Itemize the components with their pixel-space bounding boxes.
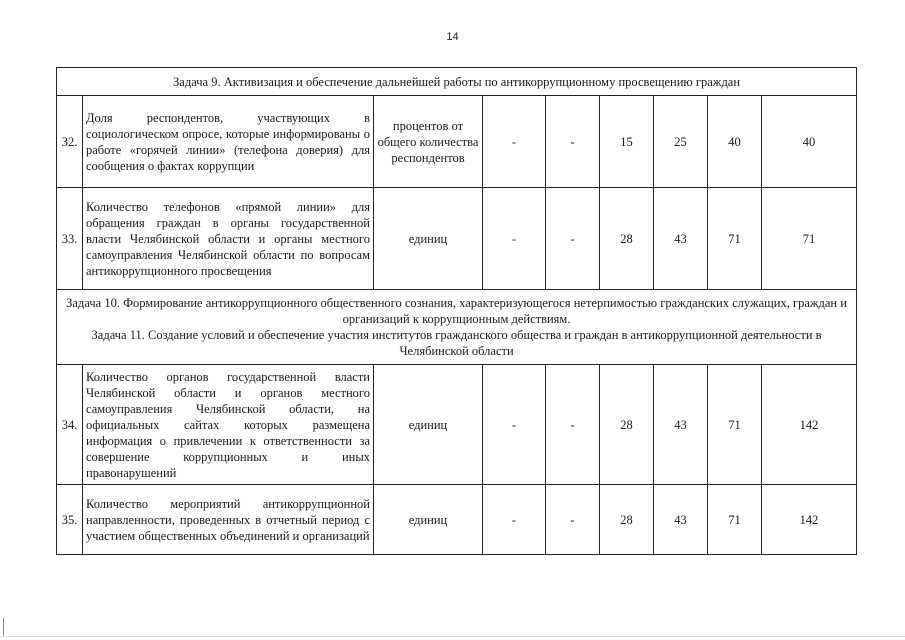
indicator-cell: Количество телефонов «прямой линии» для обращения граждан в органы государственной власти Челябинской области и органы местного самоуправления Челябинской области по вопросам антикоррупционного просвещения [83,188,374,290]
unit-cell: единиц [374,485,483,555]
row-number: 33. [57,188,83,290]
scan-bottom-edge [0,636,905,637]
indicator-cell: Доля респондентов, участвующих в социологическом опросе, которые информированы о работе «горячей линии» (телефона доверия) для сообщения о фактах коррупции [83,96,374,188]
row-number: 32. [57,96,83,188]
value-cell: - [546,96,600,188]
value-cell: 15 [600,96,654,188]
value-cell: 71 [762,188,857,290]
task-10-heading: Задача 10. Формирование антикоррупционного общественного сознания, характеризующегося нетерпимостью гражданских служащих, граждан и организаций к коррупционным действиям. [66,296,847,326]
value-cell: 25 [654,96,708,188]
value-cell: 71 [708,485,762,555]
table-row [57,365,857,485]
unit-cell: единиц [374,188,483,290]
task-row [57,290,857,365]
unit-cell: процентов от общего количества респондентов [374,96,483,188]
value-cell: - [546,485,600,555]
value-cell: - [546,365,600,485]
value-cell: 40 [762,96,857,188]
table-row [57,188,857,290]
task-10-11-heading [57,290,857,365]
row-number: 34. [57,365,83,485]
value-cell: - [483,96,546,188]
scan-edge-mark [3,618,4,636]
value-cell: 40 [708,96,762,188]
value-cell: 43 [654,485,708,555]
value-cell: 71 [708,188,762,290]
value-cell: 28 [600,365,654,485]
value-cell: 142 [762,365,857,485]
indicators-table [56,67,857,555]
value-cell: 71 [708,365,762,485]
value-cell: - [483,485,546,555]
table-row [57,96,857,188]
value-cell: 142 [762,485,857,555]
indicator-cell: Количество органов государственной власти Челябинской области и органов местного самоуправления Челябинской области, на официальных сайтах которых размещена информация о привлечении к ответственности за совершение коррупционных и иных правонарушений [83,365,374,485]
indicator-cell: Количество мероприятий антикоррупционной направленности, проведенных в отчетный период с участием общественных объединений и организаций [83,485,374,555]
value-cell: 28 [600,188,654,290]
table-row [57,485,857,555]
value-cell: 28 [600,485,654,555]
row-number: 35. [57,485,83,555]
value-cell: - [546,188,600,290]
unit-cell: единиц [374,365,483,485]
page-number: 14 [446,31,459,43]
value-cell: - [483,365,546,485]
task-row [57,68,857,96]
value-cell: - [483,188,546,290]
task-11-heading: Задача 11. Создание условий и обеспечение участия институтов гражданского общества и граждан в антикоррупционной деятельности в Челябинской области [91,328,822,358]
task-9-heading: Задача 9. Активизация и обеспечение дальнейшей работы по антикоррупционному просвещению граждан [57,68,857,96]
value-cell: 43 [654,365,708,485]
value-cell: 43 [654,188,708,290]
